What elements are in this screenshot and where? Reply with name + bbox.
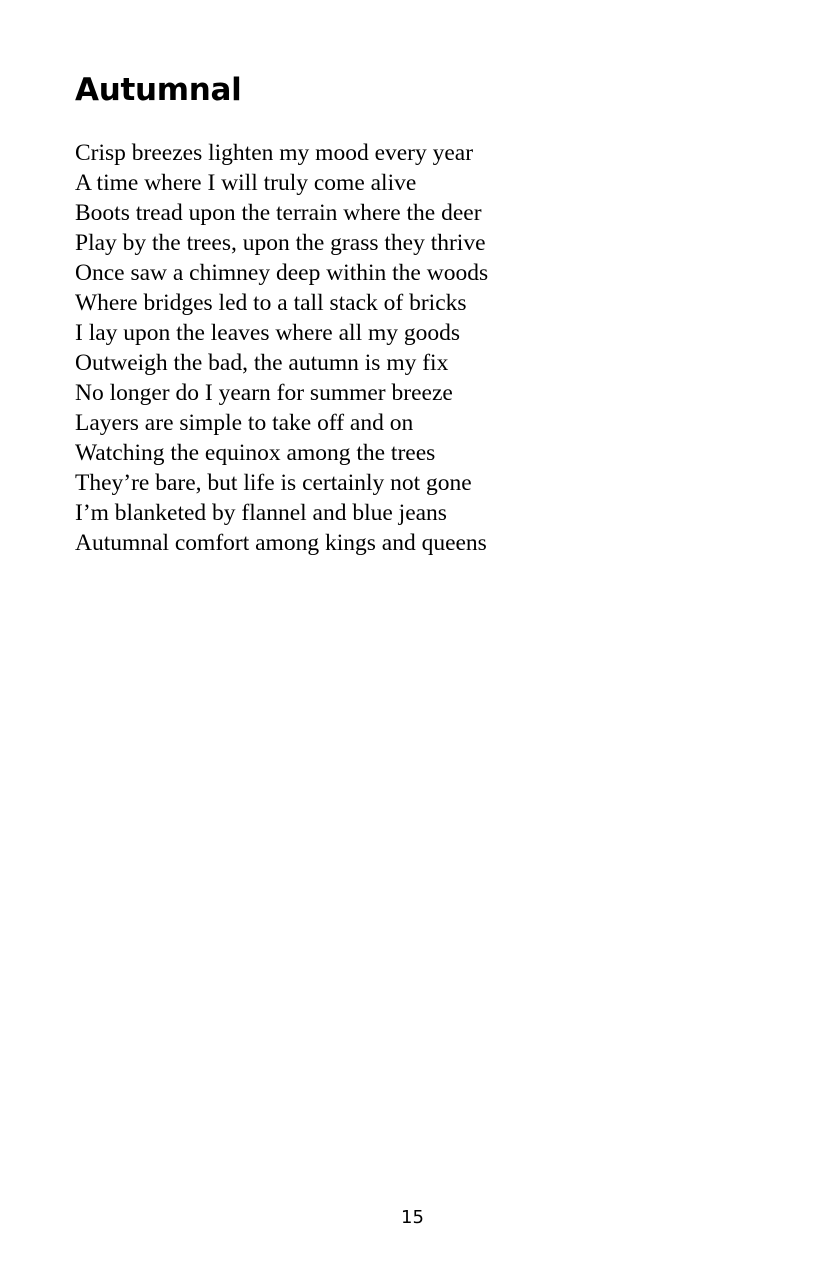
poem-title: Autumnal xyxy=(75,72,242,108)
poem-line: Layers are simple to take off and on xyxy=(75,410,414,436)
poem-line: They’re bare, but life is certainly not gone xyxy=(75,470,472,496)
poem-line: Where bridges led to a tall stack of bricks xyxy=(75,290,467,316)
page-number: 15 xyxy=(401,1207,424,1228)
poem-line: I’m blanketed by flannel and blue jeans xyxy=(75,500,447,526)
poem-line: Play by the trees, upon the grass they thrive xyxy=(75,230,486,256)
poem-line: Outweigh the bad, the autumn is my fix xyxy=(75,350,449,376)
poem-line: Watching the equinox among the trees xyxy=(75,440,436,466)
poem-line: Crisp breezes lighten my mood every year xyxy=(75,140,474,166)
poem-body xyxy=(75,138,488,558)
poem-line: No longer do I yearn for summer breeze xyxy=(75,380,453,406)
poem-line: A time where I will truly come alive xyxy=(75,170,417,196)
poem-line: I lay upon the leaves where all my goods xyxy=(75,320,461,346)
poem-line: Autumnal comfort among kings and queens xyxy=(75,530,487,556)
poem-line: Once saw a chimney deep within the woods xyxy=(75,260,489,286)
poem-line: Boots tread upon the terrain where the deer xyxy=(75,200,482,226)
